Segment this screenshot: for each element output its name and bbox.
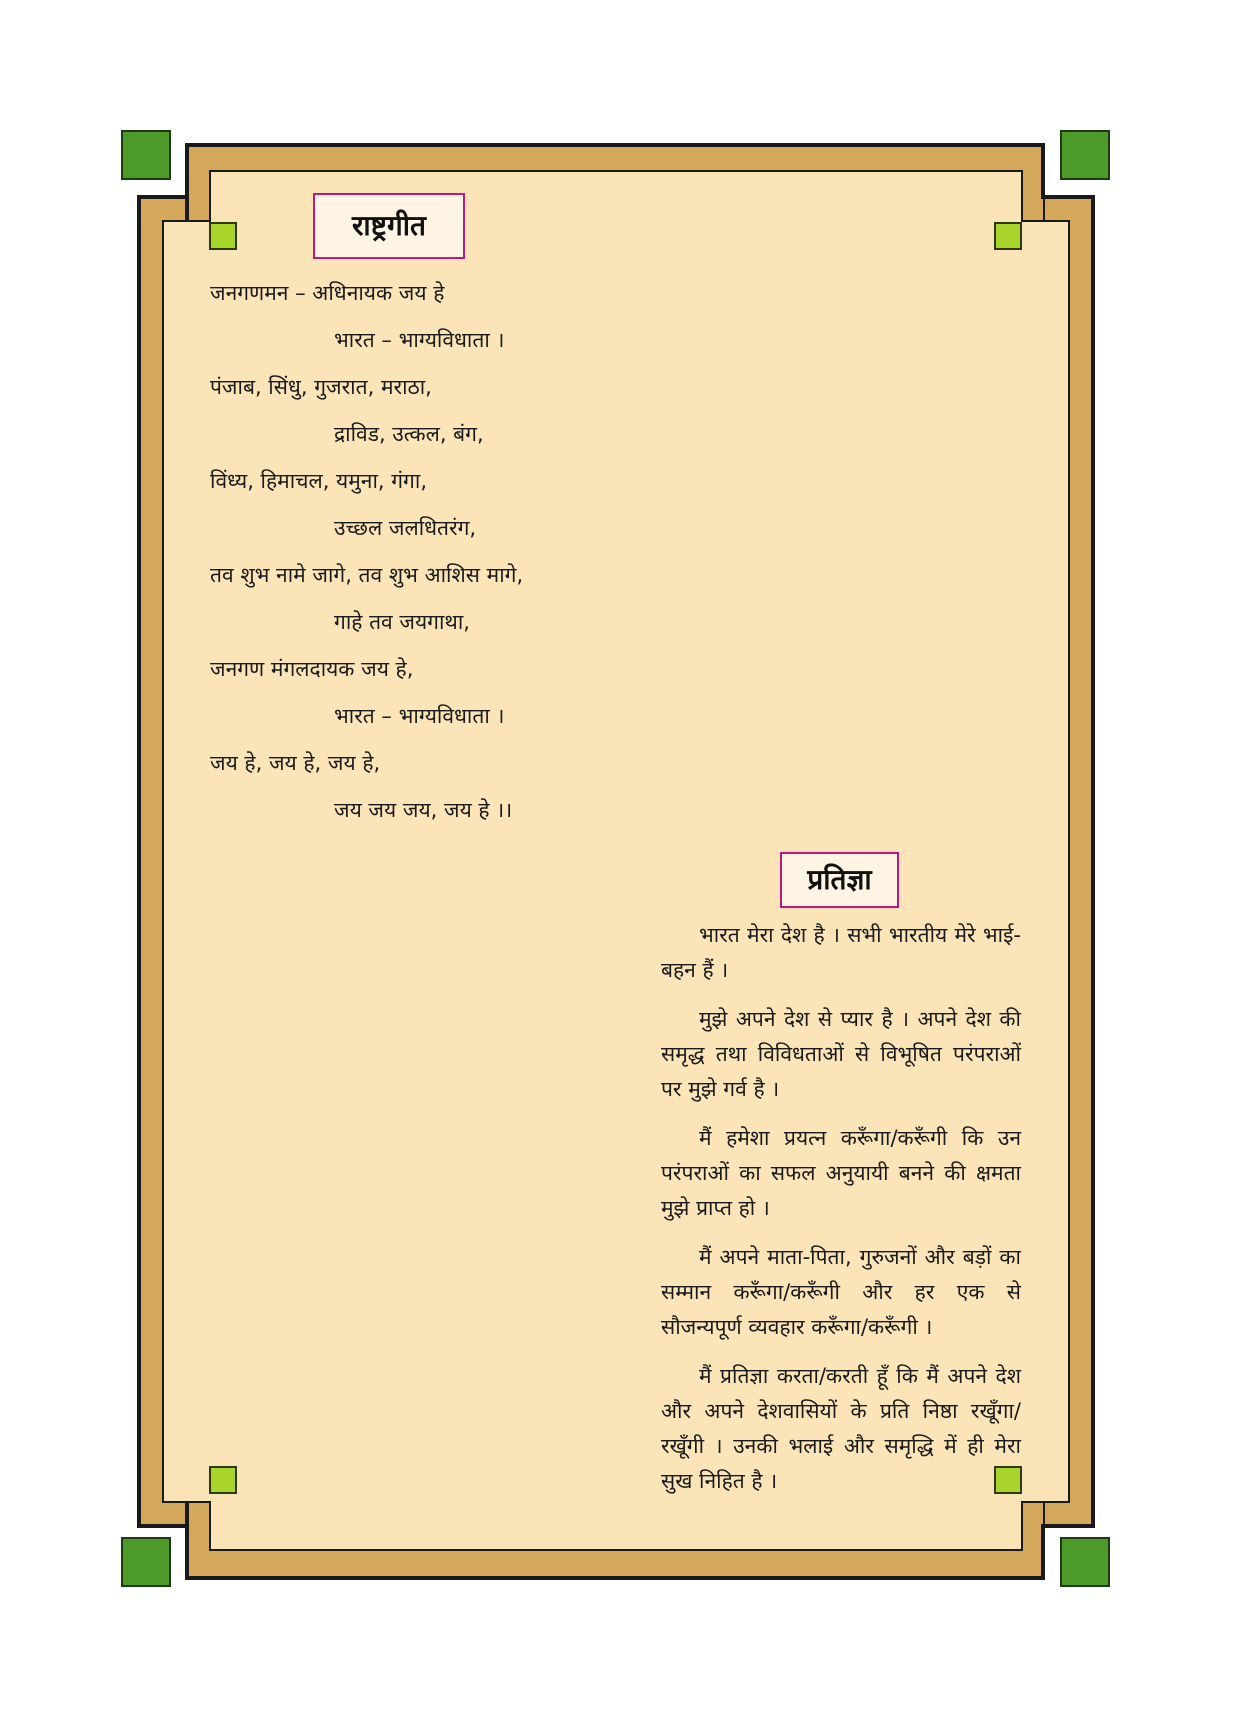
anthem-line-3: पंजाब, सिंधु, गुजरात, मराठा, (210, 375, 432, 399)
pledge-paragraph-5: मैं प्रतिज्ञा करता/करती हूँ कि मैं अपने देश और अपने देशवासियों के प्रति निष्ठा रखूँगा/रखूँगी । उनकी भलाई और समृद्धि में ही मेरा सुख निहित है । (661, 1364, 1021, 1493)
anthem-line-4: द्राविड, उत्कल, बंग, (334, 422, 484, 446)
pledge-paragraph-4: मैं अपने माता-पिता, गुरुजनों और बड़ों का सम्मान करूँगा/करूँगी और हर एक से सौजन्यपूर्ण व्यवहार करूँगा/करूँगी । (661, 1245, 1021, 1339)
anthem-lyrics (210, 275, 770, 839)
content-panel-left (162, 220, 214, 1503)
pledge-text (661, 918, 1021, 1513)
anthem-line-7: तव शुभ नामे जागे, तव शुभ आशिस मागे, (210, 563, 524, 587)
pledge-paragraph-1: भारत मेरा देश है । सभी भारतीय मेरे भाई-बहन हैं । (661, 923, 1021, 982)
anthem-line-11: जय हे, जय हे, जय हे, (210, 751, 381, 775)
anthem-line-8: गाहे तव जयगाथा, (334, 610, 470, 634)
anthem-line-10: भारत – भाग्यविधाता । (334, 704, 505, 728)
anthem-title: राष्ट्रगीत (313, 193, 465, 259)
corner-square-top-right (1060, 130, 1110, 180)
pledge-paragraph-2: मुझे अपने देश से प्यार है । अपने देश की समृद्ध तथा विविधताओं से विभूषित परंपराओं पर मुझे गर्व है । (661, 1007, 1021, 1101)
pledge-paragraph-3: मैं हमेशा प्रयत्न करूँगा/करूँगी कि उन परंपराओं का सफल अनुयायी बनने की क्षमता मुझे प्राप्त हो । (661, 1126, 1021, 1220)
anthem-line-1: जनगणमन – अधिनायक जय हे (210, 281, 445, 305)
anthem-line-2: भारत – भाग्यविधाता । (334, 328, 505, 352)
corner-square-bottom-left (121, 1537, 171, 1587)
corner-square-bottom-right (1060, 1537, 1110, 1587)
corner-square-top-left (121, 130, 171, 180)
anthem-line-5: विंध्य, हिमाचल, यमुना, गंगा, (210, 469, 427, 493)
inner-square-bottom-left (209, 1466, 237, 1494)
anthem-line-12: जय जय जय, जय हे ।। (334, 798, 513, 822)
content-panel-right (1018, 220, 1070, 1503)
inner-square-top-left (209, 222, 237, 250)
anthem-line-6: उच्छल जलधितरंग, (334, 516, 477, 540)
inner-square-top-right (994, 222, 1022, 250)
anthem-line-9: जनगण मंगलदायक जय हे, (210, 657, 414, 681)
pledge-title: प्रतिज्ञा (780, 852, 899, 908)
